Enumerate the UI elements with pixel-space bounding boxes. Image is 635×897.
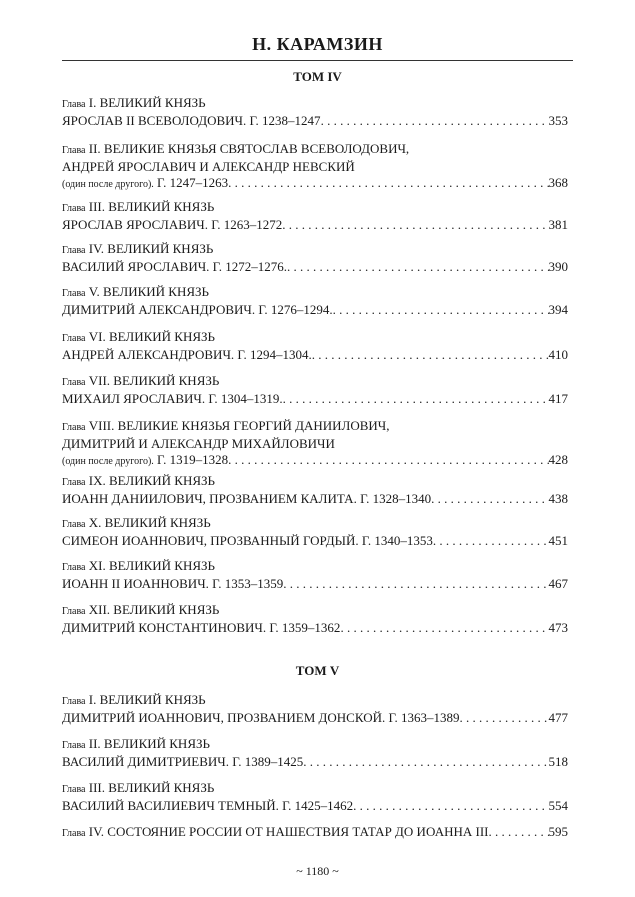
page-ref: 595 [548, 824, 568, 839]
header-rule [62, 60, 573, 61]
toc-entry: Глава X. ВЕЛИКИЙ КНЯЗЬ СИМЕОН ИОАННОВИЧ, ПРОЗВАННЫЙ ГОРДЫЙ. Г. 1340–1353 . . . 451 [62, 515, 568, 549]
page-ref: 467 [548, 576, 568, 591]
toc-entry: Глава I. ВЕЛИКИЙ КНЯЗЬ ДИМИТРИЙ ИОАННОВИЧ, ПРОЗВАНИЕМ ДОНСКОЙ. Г. 1363–1389 . . . 477 [62, 692, 568, 726]
volume-title: ТОМ V [295, 663, 340, 678]
page-ref: 390 [548, 259, 568, 274]
page-number: ~ 1180 ~ [296, 864, 339, 878]
toc-entry: Глава VI. ВЕЛИКИЙ КНЯЗЬ АНДРЕЙ АЛЕКСАНДРОВИЧ. Г. 1294–1304. . . . 410 [62, 329, 568, 363]
toc-entry: Глава XII. ВЕЛИКИЙ КНЯЗЬ ДИМИТРИЙ КОНСТАНТИНОВИЧ. Г. 1359–1362 . . . 473 [62, 602, 568, 636]
toc-entry: Глава I. ВЕЛИКИЙ КНЯЗЬ ЯРОСЛАВ II ВСЕВОЛОДОВИЧ. Г. 1238–1247 . . . 353 [62, 95, 568, 129]
page-ref: 368 [548, 175, 568, 190]
toc-entry: Глава II. ВЕЛИКИЙ КНЯЗЬ ВАСИЛИЙ ДИМИТРИЕВИЧ. Г. 1389–1425 . . . 518 [62, 736, 568, 770]
toc-entry: Глава VIII. ВЕЛИКИЕ КНЯЗЬЯ ГЕОРГИЙ ДАНИИЛОВИЧ, ДИМИТРИЙ И АЛЕКСАНДР МИХАЙЛОВИЧИ (один после другого). Г. 1319–1328 . . . 428 [62, 418, 568, 470]
page-ref: 353 [548, 113, 568, 128]
page-ref: 428 [548, 452, 568, 467]
volume-title: ТОМ IV [293, 69, 342, 84]
page-ref: 518 [548, 754, 568, 769]
toc-entry: Глава IV. СОСТОЯНИЕ РОССИИ ОТ НАШЕСТВИЯ ТАТАР ДО ИОАННА III . . . 595 [62, 824, 568, 842]
toc-entry: Глава II. ВЕЛИКИЕ КНЯЗЬЯ СВЯТОСЛАВ ВСЕВОЛОДОВИЧ, АНДРЕЙ ЯРОСЛАВИЧ И АЛЕКСАНДР НЕВСКИЙ (один после другого). Г. 1247–1263 . . . 368 [62, 141, 568, 193]
toc-entry: Глава III. ВЕЛИКИЙ КНЯЗЬ ВАСИЛИЙ ВАСИЛИЕВИЧ ТЕМНЫЙ. Г. 1425–1462 . . . 554 [62, 780, 568, 814]
toc-entry: Глава IX. ВЕЛИКИЙ КНЯЗЬ ИОАНН ДАНИИЛОВИЧ, ПРОЗВАНИЕМ КАЛИТА. Г. 1328–1340 . . . 438 [62, 473, 568, 507]
page-ref: 394 [548, 302, 568, 317]
page-header [62, 34, 573, 61]
page-ref: 438 [548, 491, 568, 506]
toc-entry: Глава III. ВЕЛИКИЙ КНЯЗЬ ЯРОСЛАВ ЯРОСЛАВИЧ. Г. 1263–1272 . . . 381 [62, 199, 568, 233]
toc-entry: Глава IV. ВЕЛИКИЙ КНЯЗЬ ВАСИЛИЙ ЯРОСЛАВИЧ. Г. 1272–1276. . . . 390 [62, 241, 568, 275]
page-ref: 473 [548, 620, 568, 635]
page-ref: 410 [548, 347, 568, 362]
page-ref: 451 [548, 533, 568, 548]
toc-entry: Глава V. ВЕЛИКИЙ КНЯЗЬ ДИМИТРИЙ АЛЕКСАНДРОВИЧ. Г. 1276–1294. . . . 394 [62, 284, 568, 318]
toc-entry: Глава VII. ВЕЛИКИЙ КНЯЗЬ МИХАИЛ ЯРОСЛАВИЧ. Г. 1304–1319. . . . 417 [62, 373, 568, 407]
page-ref: 417 [548, 391, 568, 406]
author-name: Н. КАРАМЗИН [252, 34, 383, 54]
page-ref: 477 [548, 710, 568, 725]
page-ref: 381 [548, 217, 568, 232]
page-ref: 554 [548, 798, 568, 813]
toc-entry: Глава XI. ВЕЛИКИЙ КНЯЗЬ ИОАНН II ИОАННОВИЧ. Г. 1353–1359 . . . 467 [62, 558, 568, 592]
